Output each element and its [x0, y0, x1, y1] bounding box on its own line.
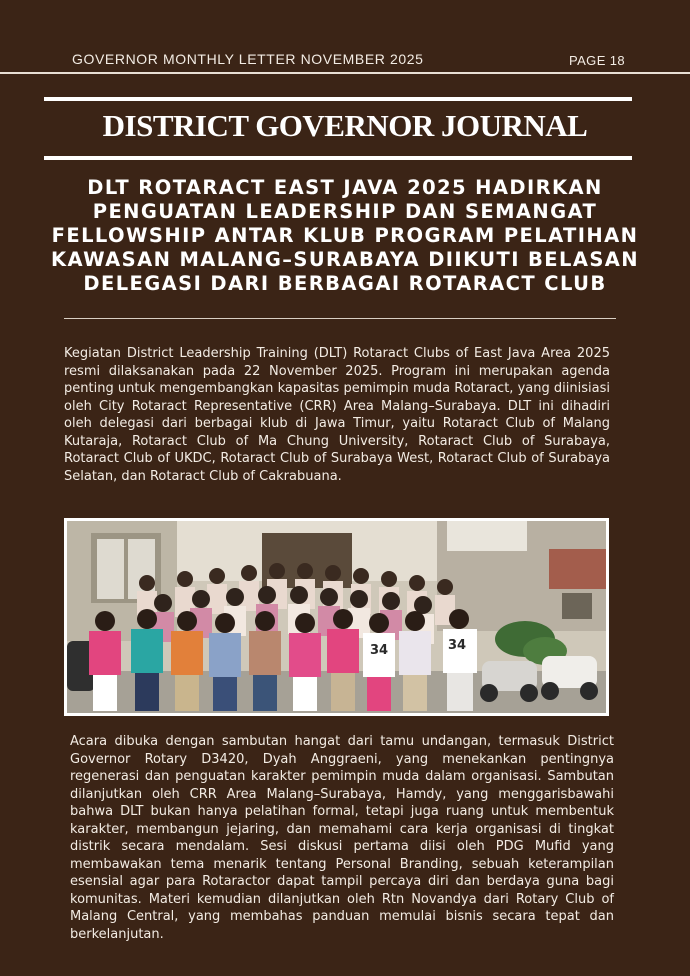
- jersey-number-1: 34: [370, 643, 389, 658]
- body-paragraph-2: Acara dibuka dengan sambutan hangat dari tamu undangan, termasuk District Governor Rotary D3420, Dyah Anggraeni, yang menekankan pentingnya regenerasi dan penguatan karakter pemimpin muda dalam organisasi. Sambutan dilanjutkan oleh CRR Area Malang–Surabaya, Hamdy, yang menggarisbawahi bahwa DLT bukan hanya pelatihan formal, tetapi juga ruang untuk membentuk karakter, membangun jejaring, dan memahami cara kerja organisasi di tingkat distrik secara mendalam. Sesi diskusi pertama diisi oleh PDG Mufid yang membawakan tema menarik tentang Personal Branding, sebuah keterampilan esensial agar para Rotaractor dapat tampil percaya diri dan berdaya guna bagi komunitas. Materi kemudian dilanjutkan oleh Rtn Novandya dari Rotary Club of Malang Central, yang membahas panduan memulai bisnis secara tepat dan berkelanjutan.: [70, 734, 614, 942]
- headline-divider: [64, 318, 616, 319]
- body-paragraph-1: Kegiatan District Leadership Training (DLT) Rotaract Clubs of East Java Area 2025 resmi dilaksanakan pada 22 November 2025. Program ini merupakan agenda penting untuk mengembangkan kapasitas pemimpin muda Rotaract, yang diinisiasi oleh City Rotaract Representative (CRR) Area Malang–Surabaya. DLT ini dihadiri oleh delegasi dari berbagai klub di Jawa Timur, yaitu Rotaract Club of Malang Kutaraja, Rotaract Club of Ma Chung University, Rotaract Club of Surabaya, Rotaract Club of UKDC, Rotaract Club of Surabaya West, Rotaract Club of Surabaya Selatan, dan Rotaract Club of Cakrabuana.: [64, 346, 610, 484]
- group-photo: [64, 518, 609, 716]
- title-rule-top: [44, 97, 632, 101]
- page-number: PAGE 18: [569, 53, 626, 68]
- newsletter-name: GOVERNOR MONTHLY LETTER NOVEMBER 2025: [72, 51, 424, 67]
- page-header: [0, 0, 690, 74]
- section-title: DISTRICT GOVERNOR JOURNAL: [102, 108, 588, 143]
- header-divider: [0, 72, 690, 74]
- jersey-number-2: 34: [448, 638, 467, 653]
- article-headline: DLT ROTARACT EAST JAVA 2025 HADIRKAN PENGUATAN LEADERSHIP DAN SEMANGAT FELLOWSHIP ANTAR KLUB PROGRAM PELATIHAN KAWASAN MALANG–SURABAYA DIIKUTI BELASAN DELEGASI DARI BERBAGAI ROTARACT CLUB: [51, 176, 639, 295]
- title-rule-bottom: [44, 156, 632, 160]
